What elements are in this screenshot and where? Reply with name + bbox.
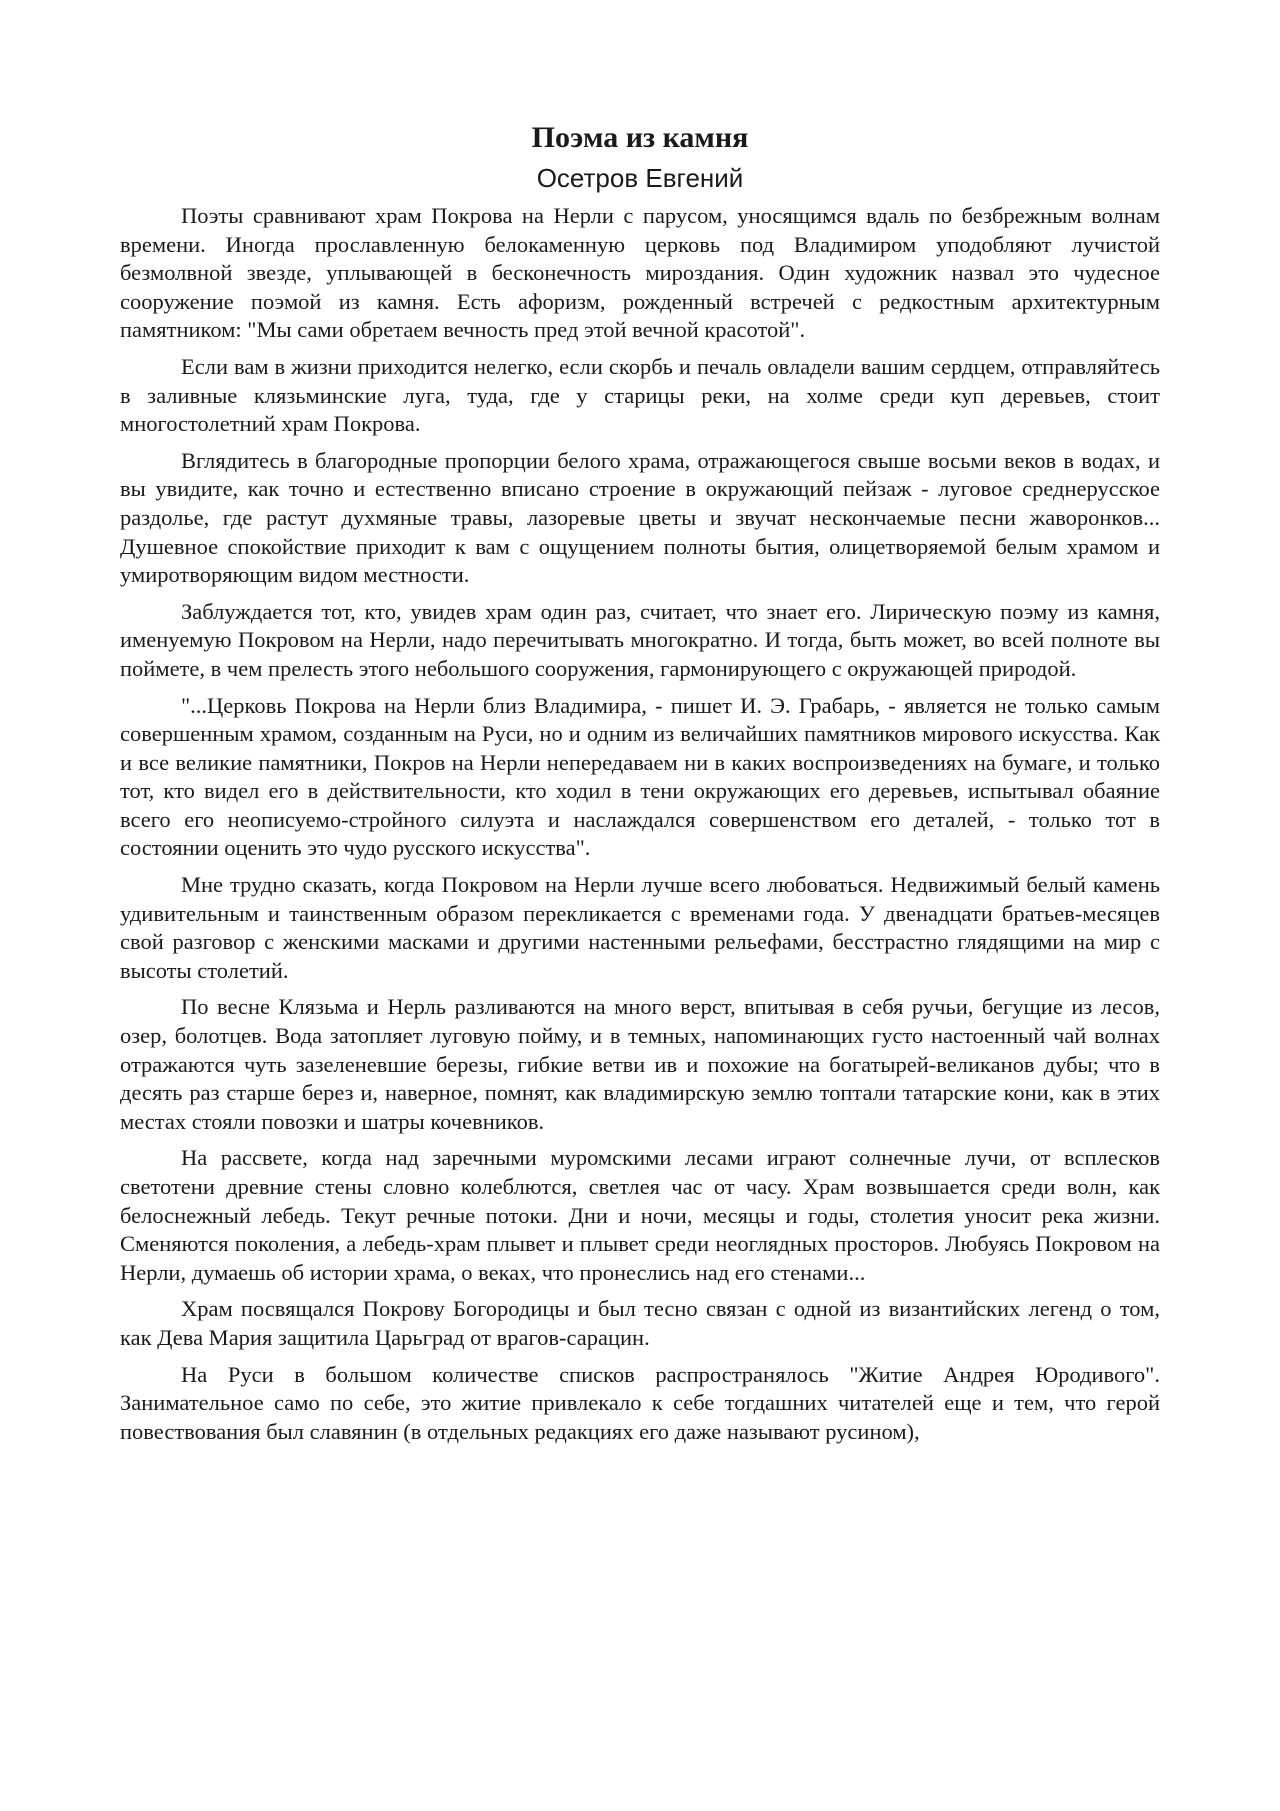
paragraph-1: Поэты сравнивают храм Покрова на Нерли с парусом, уносящимся вдаль по безбрежным волнам времени. Иногда прославленную белокаменную церковь под Владимиром уподобляют лучистой безмолвной звезде, уплывающей в бесконечность мироздания. Один художник назвал это чудесное сооружение поэмой из камня. Есть афоризм, рожденный встречей с редкостным архитектурным памятником: "Мы сами обретаем вечность пред этой вечной красотой".	[120, 203, 1160, 343]
paragraph-8: На рассвете, когда над заречными муромскими лесами играют солнечные лучи, от всплесков светотени древние стены словно колеблются, светлея час от часу. Храм возвышается среди волн, как белоснежный лебедь. Текут речные потоки. Дни и ночи, месяцы и годы, столетия уносит река жизни. Сменяются поколения, а лебедь-храм плывет и плывет среди неоглядных просторов. Любуясь Покровом на Нерли, думаешь об истории храма, о веках, что пронеслись над его стенами...	[120, 1145, 1160, 1285]
document-title: Поэма из камня	[531, 121, 749, 154]
paragraph-6: Мне трудно сказать, когда Покровом на Нерли лучше всего любоваться. Недвижимый белый камень удивительным и таинственным образом перекликается с временами года. У двенадцати братьев-месяцев свой разговор с женскими масками и другими настенными рельефами, бесстрастно глядящими на мир с высоты столетий.	[120, 872, 1160, 983]
paragraph-5: "...Церковь Покрова на Нерли близ Владимира, - пишет И. Э. Грабарь, - является не только самым совершенным храмом, созданным на Руси, но и одним из величайших памятников мирового искусства. Как и все великие памятники, Покров на Нерли непередаваем ни в каких воспроизведениях на бумаге, и только тот, кто видел его в действительности, кто ходил в тени окружающих его деревьев, испытывал обаяние всего его неописуемо-стройного силуэта и наслаждался совершенством его деталей, - только тот в состоянии оценить это чудо русского искусства".	[120, 692, 1160, 861]
paragraph-3: Вглядитесь в благородные пропорции белого храма, отражающегося свыше восьми веков в водах, и вы увидите, как точно и естественно вписано строение в окружающий пейзаж - луговое среднерусское раздолье, где растут духмяные травы, лазоревые цветы и звучат нескончаемые песни жаворонков... Душевное спокойствие приходит к вам с ощущением полноты бытия, олицетворяемой белым храмом и умиротворяющим видом местности.	[120, 447, 1160, 588]
paragraph-10: На Руси в большом количестве списков распространялось "Житие Андрея Юродивого". Занимательное само по себе, это житие привлекало к себе тогдашних читателей еще и тем, что герой повествования был славянин (в отдельных редакциях его даже называют русином),	[120, 1361, 1160, 1444]
paragraph-4: Заблуждается тот, кто, увидев храм один раз, считает, что знает его. Лирическую поэму из камня, именуемую Покровом на Нерли, надо перечитывать многократно. И тогда, быть может, во всей полноте вы поймете, в чем прелесть этого небольшого сооружения, гармонирующего с окружающей природой.	[120, 598, 1160, 681]
paragraph-9: Храм посвящался Покрову Богородицы и был тесно связан с одной из византийских легенд о том, как Дева Мария защитила Царьград от врагов-сарацин.	[120, 1296, 1160, 1350]
document-author: Осетров Евгений	[536, 163, 744, 193]
document-page	[120, 120, 1160, 1454]
paragraph-2: Если вам в жизни приходится нелегко, если скорбь и печаль овладели вашим сердцем, отправляйтесь в заливные клязьминские луга, туда, где у старицы реки, на холме среди куп деревьев, стоит многостолетний храм Покрова.	[120, 353, 1160, 437]
paragraph-7: По весне Клязьма и Нерль разливаются на много верст, впитывая в себя ручьи, бегущие из лесов, озер, болотцев. Вода затопляет луговую пойму, и в темных, напоминающих густо настоенный чай волнах отражаются чуть зазеленевшие березы, гибкие ветви ив и похожие на богатырей-великанов дубы; что в десять раз старше берез и, наверное, помнят, как владимирскую землю топтали татарские кони, как в этих местах стояли повозки и шатры кочевников.	[120, 994, 1160, 1134]
